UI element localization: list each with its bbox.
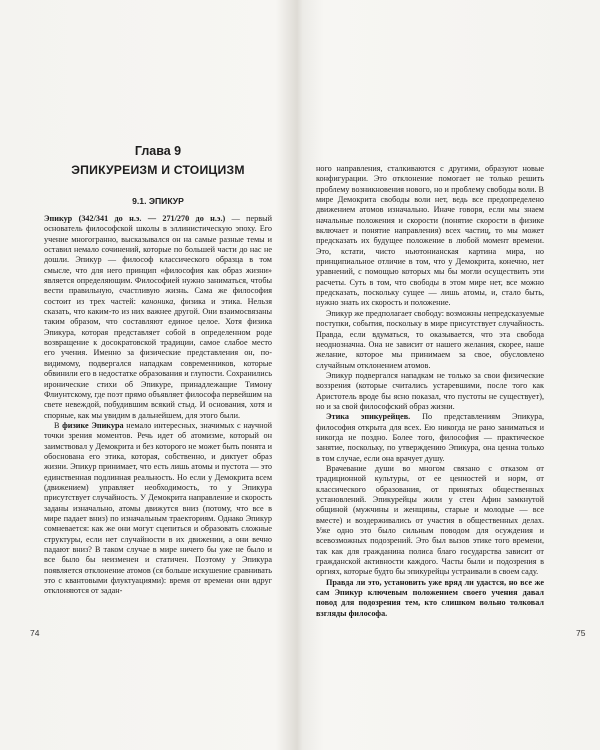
right-page: [300, 0, 600, 750]
paragraph-text: — первый основатель философской школы в эллинистическую эпоху. Его учение многогранно, высказывался он на самые разные темы и оставил немало сочинений, которые по большей части до нас не дошли. Эпикур — философ классического образца в том смысле, что для него принцип «философия как образ жизни» является определяющим. Философией нужно заниматься, чтобы вести правильную, счастливую жизнь. Сама же философия состоит из трех частей:: [44, 214, 272, 306]
chapter-title: ЭПИКУРЕИЗМ И СТОИЦИЗМ: [71, 163, 245, 177]
ethics-heading: Этика эпикурейцев.: [326, 412, 411, 422]
left-text-column: [44, 214, 272, 597]
section-title: 9.1. ЭПИКУР: [132, 196, 184, 206]
bold-text: Правда ли это, установить уже вряд ли удастся, но все же сам Эпикур ключевым положением своего учения давал повод для подозрения тем, кто слишком вольно толковал взгляды философа.: [316, 577, 544, 618]
right-text-column: [316, 164, 544, 619]
paragraph-healing: Врачевание души во многом связано с отказом от традиционной культуры, от ее ценностей и норм, от классического образования, от принятых общественных установлений. Эпикурейцы жили у стен Афин замкнутой общиной (мужчины и женщины, старые и молодые — все вместе) и воздерживались от участия в общественных делах. Уже одно это было сильным поводом для осуждения и всевозможных подозрений. Это был вызов этике того времени, так как для гражданина полиса благо государства зависит от гражданской активности каждого. Часты были и подозрения в оргиях, которые будто бы эпикурейцы устраивали в своем саду.: [316, 463, 544, 577]
page-number-right: 75: [576, 628, 586, 638]
paragraph-truth: [316, 578, 544, 619]
chapter-label: Глава 9: [134, 144, 182, 158]
paragraph-text: , физика и этика. Нельзя сказать, что каким-то из них важнее другой. Они взаимосвязаны таким образом, что составляют единое целое. Хотя физика Эпикура, которая представляет собой в определенном роде возвращение к досократовской традиции, самое слабое место его учения. Именно за физические представления он, по-видимому, подвергался нападкам современников, которые обвинили его в недостатке образования и глупости. Сохранились иронические стихи об Эпикуре, принадлежащие Тимону Флиунтскому, где поэт прямо объявляет философа первейшим на свете невеждой, побудившим всякий стыд. И основания, хотя и спорные, как мы увидим в дальнейшем, для этого были.: [44, 296, 273, 420]
physics-heading: физике Эпикура: [62, 420, 124, 430]
paragraph-continuation: ного направления, сталкиваются с другими, образуют новые конфигурации. Это отклонение помогает не только решить проблему возникновения нового, но и проблему свободы воли. В мире Демокрита свободы воли нет, ведь все предопределено движением атомов изначально. Иначе говоря, если мы знаем начальные положения и скорости (понятие скорости в физике включает и понятие направления) всех частиц, то мы может предсказать их будущее положение в любой момент времени. Это, кстати, чисто ньютонианская картина мира, но принципиальное отличие в том, что у Демокрита, конечно, нет уравнений, с помощью которых мы бы могли осуществить эти расчеты. Суть в том, что свободы в этом мире нет, все можно предсказать, поскольку сущее — лишь атомы, и, стало быть, нужно знать их скорость и положение.: [316, 164, 544, 308]
paragraph-text: По представлениям Эпикура, философия открыта для всех. Ею никогда не рано заниматься и никогда не поздно. Более того, философия — практическое занятие, поскольку, по утверждению Эпикура, она ценна только в том случае, если она врачует душу.: [316, 412, 544, 463]
italic-term: каноника: [141, 296, 174, 306]
paragraph-text: В: [54, 420, 63, 430]
paragraph-text: немало интересных, значимых с научной точки зрения моментов. Речь идет об атомизме, который он заимствовал у Демокрита и без которого не может быть понята и обоснована его этика, которая, собственно, и диктует образ жизни. Эпикур принимает, что есть лишь атомы и пустота — это единственная подлинная реальность. Но если у Демокрита всем (движением) управляет необходимость, то у Эпикура присутствует случайность. У Демокрита направление и скорость заданы изначально, атомы движутся вниз (потому, что все в мире падает вниз) по изначальным траекториям. Однако Эпикур сомневается: как же они могут сцепиться и образовать сложные структуры, если нет случайности в их движении, а они вечно падают вниз? В таком случае в мире ничего бы уже не было и все было бы неизменен и статичен. Поэтому у Эпикура появляется отклонение атомов (ся больше искушение сравнивать это с квантовыми флуктуациями): время от времени они вдруг отклоняются от задан-: [44, 420, 273, 596]
paragraph-attacks: Эпикур подвергался нападкам не только за свои физические воззрения (которые считались устаревшими, после того как Аристотель вроде бы ясно показал, что пустоты не существует), но и за свой философский образ жизни.: [316, 370, 544, 411]
paragraph-freedom: Эпикур же предполагает свободу: возможны непредсказуемые поступки, события, поскольку в мире присутствует случайность. Правда, если вдуматься, то оказывается, что эта свобода неоднозначна. Она не зависит от нашего желания, скорее, наше желание, которое мы принимаем за свое, обусловлено случайным отклонением атомов.: [316, 308, 545, 370]
paragraph-physics: [44, 421, 272, 597]
paragraph-ethics: [316, 412, 544, 464]
page-number-left: 74: [30, 628, 40, 638]
epicurus-dates: Эпикур (342/341 до н.э. — 271/270 до н.э.): [44, 214, 226, 223]
paragraph-epicurus-intro: [44, 214, 272, 421]
